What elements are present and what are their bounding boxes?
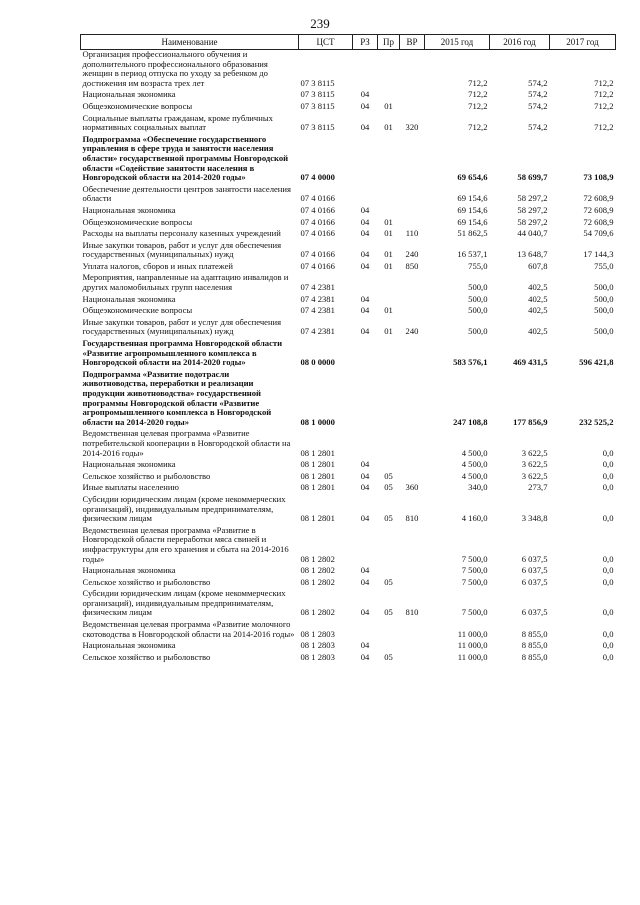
row-value-2015: 16 537,1 (457, 249, 488, 260)
row-name: Подпрограмма «Обеспечение государственного управления в сфере труда и занятости населения области» государственной программы Новгородской области «Содействие занятости населения в Новгородской области на 2014-2020 годы» (82, 133, 289, 183)
row-cst: 07 3 8115 (300, 122, 335, 133)
row-name: Субсидии юридическим лицам (кроме некоммерческих организаций), индивидуальным предпринимателям, физическим лицам (82, 493, 286, 524)
row-value-2016: 6 037,5 (521, 553, 548, 564)
row-value-2017: 72 608,9 (583, 193, 614, 204)
row-value-2016: 44 040,7 (517, 228, 548, 239)
row-cst: 08 0 0000 (300, 357, 335, 368)
row-pr (378, 185, 400, 206)
row-value-2015: 69 154,6 (457, 193, 488, 204)
row-vr (400, 102, 425, 114)
row-pr (378, 50, 400, 91)
row-vr (400, 566, 425, 578)
row-cst: 08 1 2803 (300, 651, 335, 662)
row-value-2017: 0,0 (602, 628, 614, 639)
row-name: Общеэкономические вопросы (82, 305, 193, 316)
table-row (81, 653, 616, 665)
row-rz (353, 429, 378, 460)
row-pr: 01 (384, 260, 393, 271)
row-value-2017: 500,0 (594, 282, 614, 293)
row-value-2017: 0,0 (602, 607, 614, 618)
row-value-2017: 712,2 (594, 122, 614, 133)
row-name: Ведомственная целевая программа «Развитие молочного скотоводства в Новгородской области на 2014-2016 годы» (82, 619, 295, 639)
row-value-2016: 469 431,5 (513, 357, 548, 368)
row-value-2015: 583 576,1 (453, 357, 488, 368)
row-name: Сельское хозяйство и рыболовство (82, 651, 211, 662)
row-vr (400, 135, 425, 185)
table-row (81, 318, 616, 339)
row-value-2017: 17 144,3 (583, 249, 614, 260)
row-cst: 08 1 2802 (300, 553, 335, 564)
row-value-2017: 755,0 (594, 260, 614, 271)
table-row (81, 370, 616, 430)
row-value-2015: 11 000,0 (457, 640, 488, 651)
row-cst: 07 4 0166 (300, 228, 335, 239)
row-cst: 07 4 0166 (300, 193, 335, 204)
row-name: Организация профессионального обучения и дополнительного профессионального образования женщин в период отпуска по уходу за ребенком до достижения им возраста трех лет (82, 49, 268, 88)
table-row (81, 114, 616, 135)
row-rz: 04 (360, 513, 370, 524)
header-vr: ВР (400, 35, 425, 50)
row-rz: 04 (360, 228, 370, 239)
row-vr: 320 (405, 122, 419, 133)
row-pr: 05 (384, 513, 393, 524)
row-rz: 04 (360, 565, 370, 576)
header-name: Наименование (81, 35, 299, 50)
row-cst: 08 1 2801 (300, 447, 335, 458)
row-value-2015: 7 500,0 (461, 565, 488, 576)
row-vr (400, 185, 425, 206)
row-name: Иные закупки товаров, работ и услуг для обеспечения государственных (муниципальных) нужд (82, 316, 282, 337)
row-name: Социальные выплаты гражданам, кроме публичных нормативных социальных выплат (82, 112, 273, 133)
header-year-2017: 2017 год (550, 35, 616, 50)
row-cst: 08 1 2802 (300, 576, 335, 587)
row-value-2015: 4 500,0 (461, 470, 488, 481)
row-value-2017: 72 608,9 (583, 216, 614, 227)
row-pr (378, 429, 400, 460)
row-value-2017: 232 525,2 (579, 416, 614, 427)
row-value-2017: 73 108,9 (583, 172, 614, 183)
row-rz: 04 (360, 293, 370, 304)
row-vr: 810 (405, 607, 419, 618)
row-value-2017: 0,0 (602, 651, 614, 662)
table-body (81, 50, 616, 665)
row-cst: 07 3 8115 (300, 89, 335, 100)
row-cst: 08 1 2802 (300, 607, 335, 618)
row-vr (400, 295, 425, 307)
row-vr (400, 620, 425, 641)
row-name: Подпрограмма «Развитие подотрасли животноводства, переработки и реализации продукции животноводства» государственной программы Новгородской области «Развитие агропромышленного комплекса в Новгородской области на 2014-2020 годы» (82, 368, 272, 427)
row-vr (400, 641, 425, 653)
row-vr (400, 370, 425, 430)
row-cst: 08 1 2801 (300, 470, 335, 481)
row-name: Ведомственная целевая программа «Развитие в Новгородской области переработки мяса свиней и инфраструктуры для его хранения и сбыта на 2014-2016 годы» (82, 524, 289, 564)
row-cst: 07 4 2381 (300, 305, 335, 316)
row-value-2017: 500,0 (594, 326, 614, 337)
row-vr (400, 460, 425, 472)
row-name: Иные выплаты населению (82, 482, 179, 493)
row-value-2015: 712,2 (468, 89, 488, 100)
row-vr: 240 (405, 326, 419, 337)
row-name: Ведомственная целевая программа «Развитие потребительской кооперации в Новгородской области на 2014-2016 годы» (82, 428, 291, 458)
row-value-2017: 712,2 (594, 89, 614, 100)
row-value-2015: 51 862,5 (457, 228, 488, 239)
page-number: 239 (310, 16, 330, 31)
row-name: Национальная экономика (82, 565, 176, 576)
row-rz (353, 50, 378, 91)
row-name: Мероприятия, направленные на адаптацию инвалидов и других маломобильных групп населения (82, 272, 289, 293)
row-value-2016: 6 037,5 (521, 607, 548, 618)
row-rz (353, 370, 378, 430)
row-name: Субсидии юридическим лицам (кроме некоммерческих организаций), индивидуальным предпринимателям, физическим лицам (82, 588, 286, 618)
row-rz (353, 135, 378, 185)
row-value-2016: 574,2 (528, 77, 548, 88)
row-rz (353, 339, 378, 370)
row-value-2015: 712,2 (468, 77, 488, 88)
row-name: Обеспечение деятельности центров занятости населения области (82, 183, 291, 204)
row-cst: 08 1 2801 (300, 513, 335, 524)
row-name: Уплата налогов, сборов и иных платежей (82, 260, 234, 271)
row-cst: 08 1 0000 (300, 416, 335, 427)
row-value-2017: 712,2 (594, 100, 614, 111)
row-cst: 08 1 2802 (300, 565, 335, 576)
row-cst: 08 1 2801 (300, 482, 335, 493)
row-pr: 01 (384, 122, 393, 133)
row-value-2015: 4 500,0 (461, 447, 488, 458)
row-value-2016: 58 297,2 (517, 204, 548, 215)
row-cst: 07 4 2381 (300, 282, 335, 293)
row-name: Сельское хозяйство и рыболовство (82, 470, 211, 481)
row-pr (378, 370, 400, 430)
row-rz: 04 (360, 249, 370, 260)
table-row (81, 185, 616, 206)
row-rz: 04 (360, 100, 370, 111)
row-value-2016: 13 648,7 (517, 249, 548, 260)
row-cst: 07 4 2381 (300, 293, 335, 304)
row-value-2017: 0,0 (602, 459, 614, 470)
row-value-2016: 6 037,5 (521, 576, 548, 587)
row-rz (353, 273, 378, 294)
row-value-2017: 0,0 (602, 640, 614, 651)
row-value-2016: 3 622,5 (521, 459, 548, 470)
row-vr (400, 429, 425, 460)
row-value-2017: 500,0 (594, 293, 614, 304)
row-value-2016: 402,5 (528, 282, 548, 293)
row-pr: 05 (384, 576, 393, 587)
row-cst: 07 4 0166 (300, 204, 335, 215)
row-cst: 08 1 2803 (300, 628, 335, 639)
row-value-2015: 500,0 (468, 326, 488, 337)
table-row (81, 135, 616, 185)
row-vr: 810 (405, 513, 419, 524)
header-pr: Пр (378, 35, 400, 50)
row-rz: 04 (360, 640, 370, 651)
row-value-2017: 54 709,6 (583, 228, 614, 239)
table-row (81, 620, 616, 641)
row-value-2015: 247 108,8 (453, 416, 488, 427)
row-value-2016: 8 855,0 (521, 640, 548, 651)
row-rz (353, 185, 378, 206)
row-value-2016: 574,2 (528, 100, 548, 111)
row-pr: 01 (384, 100, 393, 111)
row-value-2015: 69 154,6 (457, 204, 488, 215)
row-vr (400, 526, 425, 566)
row-cst: 07 4 2381 (300, 326, 335, 337)
row-value-2015: 712,2 (468, 100, 488, 111)
row-pr (378, 206, 400, 218)
row-value-2015: 4 160,0 (461, 513, 488, 524)
table-row (81, 229, 616, 241)
row-value-2015: 340,0 (468, 482, 488, 493)
row-value-2016: 574,2 (528, 89, 548, 100)
row-vr (400, 273, 425, 294)
row-name: Национальная экономика (82, 204, 176, 215)
header-cst: ЦСТ (299, 35, 353, 50)
row-value-2016: 402,5 (528, 305, 548, 316)
table-row (81, 102, 616, 114)
row-cst: 07 4 0166 (300, 216, 335, 227)
row-value-2017: 0,0 (602, 447, 614, 458)
row-vr: 110 (405, 228, 419, 239)
row-value-2016: 3 622,5 (521, 447, 548, 458)
row-cst: 07 4 0166 (300, 249, 335, 260)
row-vr (400, 206, 425, 218)
row-value-2016: 58 699,7 (517, 172, 548, 183)
row-rz: 04 (360, 216, 370, 227)
row-pr (378, 460, 400, 472)
row-name: Национальная экономика (82, 459, 176, 470)
row-value-2016: 574,2 (528, 122, 548, 133)
row-value-2016: 402,5 (528, 326, 548, 337)
row-value-2016: 8 855,0 (521, 628, 548, 639)
row-rz: 04 (360, 305, 370, 316)
table-row (81, 241, 616, 262)
row-value-2015: 7 500,0 (461, 553, 488, 564)
row-value-2017: 0,0 (602, 482, 614, 493)
row-value-2016: 273,7 (528, 482, 548, 493)
row-value-2015: 755,0 (468, 260, 488, 271)
row-value-2015: 69 654,6 (457, 172, 488, 183)
row-rz: 04 (360, 651, 370, 662)
row-pr: 05 (384, 651, 393, 662)
row-pr: 01 (384, 249, 393, 260)
row-value-2015: 7 500,0 (461, 607, 488, 618)
row-rz: 04 (360, 326, 370, 337)
row-value-2015: 500,0 (468, 293, 488, 304)
row-rz: 04 (360, 122, 370, 133)
row-name: Общеэкономические вопросы (82, 100, 193, 111)
table-row (81, 460, 616, 472)
row-rz: 04 (360, 459, 370, 470)
row-value-2017: 712,2 (594, 77, 614, 88)
row-pr: 01 (384, 305, 393, 316)
row-vr (400, 339, 425, 370)
row-cst: 07 3 8115 (300, 77, 335, 88)
header-year-2016: 2016 год (490, 35, 550, 50)
row-vr (400, 653, 425, 665)
table-row (81, 495, 616, 526)
row-pr: 01 (384, 216, 393, 227)
row-value-2017: 0,0 (602, 470, 614, 481)
table-row (81, 50, 616, 91)
row-cst: 08 1 2801 (300, 459, 335, 470)
row-pr (378, 339, 400, 370)
table-row (81, 566, 616, 578)
row-name: Государственная программа Новгородской области «Развитие агропромышленного комплекса в Новгородской области на 2014-2020 годы» (82, 338, 283, 368)
row-name: Иные закупки товаров, работ и услуг для обеспечения государственных (муниципальных) нужд (82, 239, 282, 260)
row-pr: 05 (384, 607, 393, 618)
row-name: Национальная экономика (82, 293, 176, 304)
row-value-2016: 6 037,5 (521, 565, 548, 576)
row-rz (353, 620, 378, 641)
row-value-2017: 72 608,9 (583, 204, 614, 215)
row-pr: 05 (384, 482, 393, 493)
row-value-2016: 58 297,2 (517, 216, 548, 227)
table-row (81, 429, 616, 460)
row-value-2017: 500,0 (594, 305, 614, 316)
row-vr: 850 (405, 260, 419, 271)
table-row (81, 339, 616, 370)
row-pr (378, 566, 400, 578)
row-vr (400, 50, 425, 91)
row-rz: 04 (360, 576, 370, 587)
row-pr: 05 (384, 470, 393, 481)
row-rz: 04 (360, 482, 370, 493)
row-value-2017: 0,0 (602, 553, 614, 564)
row-value-2015: 500,0 (468, 282, 488, 293)
row-name: Сельское хозяйство и рыболовство (82, 576, 211, 587)
row-value-2017: 0,0 (602, 513, 614, 524)
row-pr (378, 273, 400, 294)
row-cst: 07 3 8115 (300, 100, 335, 111)
row-value-2015: 11 000,0 (457, 628, 488, 639)
row-value-2016: 3 348,8 (521, 513, 548, 524)
table-header (81, 35, 616, 50)
row-value-2015: 4 500,0 (461, 459, 488, 470)
row-value-2016: 177 856,9 (513, 416, 548, 427)
row-value-2017: 0,0 (602, 565, 614, 576)
row-name: Национальная экономика (82, 89, 176, 100)
table-row (81, 589, 616, 620)
row-pr (378, 526, 400, 566)
row-vr (400, 306, 425, 318)
header-rz: РЗ (353, 35, 378, 50)
row-value-2017: 0,0 (602, 576, 614, 587)
header-year-2015: 2015 год (425, 35, 490, 50)
table-row (81, 273, 616, 294)
row-rz: 04 (360, 607, 370, 618)
row-rz: 04 (360, 89, 370, 100)
row-rz: 04 (360, 204, 370, 215)
row-cst: 07 4 0000 (300, 172, 335, 183)
row-name: Национальная экономика (82, 640, 176, 651)
row-rz: 04 (360, 260, 370, 271)
row-vr: 360 (405, 482, 419, 493)
row-value-2015: 500,0 (468, 305, 488, 316)
row-value-2015: 712,2 (468, 122, 488, 133)
row-value-2016: 607,8 (528, 260, 548, 271)
row-cst: 07 4 0166 (300, 260, 335, 271)
row-pr (378, 620, 400, 641)
row-rz (353, 526, 378, 566)
row-value-2015: 7 500,0 (461, 576, 488, 587)
row-pr (378, 135, 400, 185)
table-row (81, 526, 616, 566)
table-row (81, 206, 616, 218)
row-vr (400, 90, 425, 102)
row-value-2016: 3 622,5 (521, 470, 548, 481)
row-cst: 08 1 2803 (300, 640, 335, 651)
row-pr: 01 (384, 228, 393, 239)
row-vr (400, 578, 425, 590)
row-value-2016: 402,5 (528, 293, 548, 304)
row-value-2016: 58 297,2 (517, 193, 548, 204)
row-pr: 01 (384, 326, 393, 337)
row-value-2015: 11 000,0 (457, 651, 488, 662)
row-value-2016: 8 855,0 (521, 651, 548, 662)
budget-table (80, 34, 616, 664)
row-name: Общеэкономические вопросы (82, 216, 193, 227)
row-vr: 240 (405, 249, 419, 260)
row-name: Расходы на выплаты персоналу казенных учреждений (82, 228, 281, 239)
row-value-2015: 69 154,6 (457, 216, 488, 227)
row-value-2017: 596 421,8 (579, 357, 614, 368)
row-rz: 04 (360, 470, 370, 481)
